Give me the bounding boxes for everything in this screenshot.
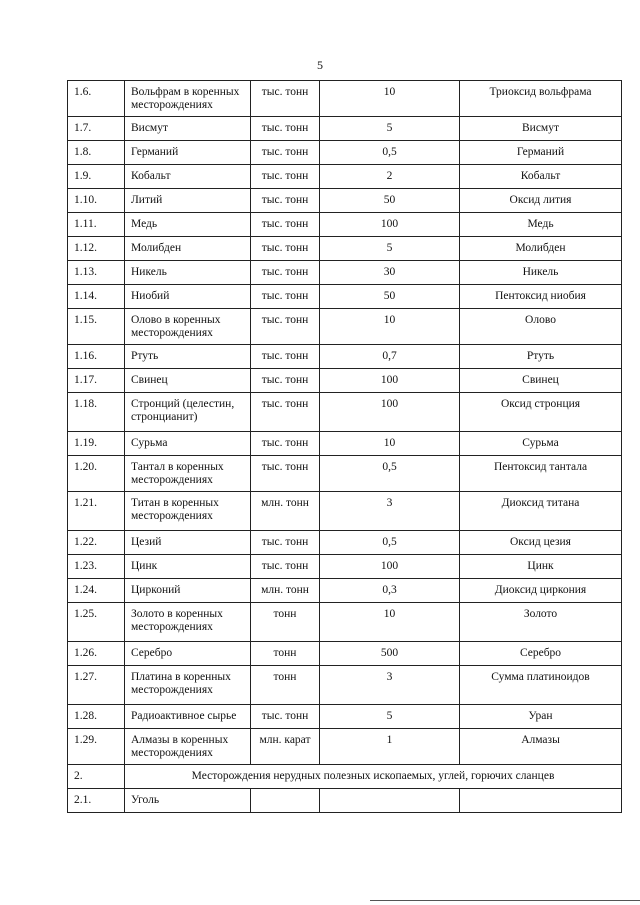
row-number: 1.16. — [68, 345, 125, 369]
table-row — [68, 213, 622, 237]
row-number: 1.12. — [68, 237, 125, 261]
mineral-name: Ниобий — [125, 285, 251, 309]
table-row — [68, 261, 622, 285]
mineral-name: Ртуть — [125, 345, 251, 369]
useful-component: Сумма платиноидов — [460, 666, 622, 705]
useful-component: Висмут — [460, 117, 622, 141]
reserve-value: 2 — [320, 165, 460, 189]
table-row — [68, 705, 622, 729]
useful-component: Оксид стронция — [460, 393, 622, 432]
reserve-value: 1 — [320, 729, 460, 765]
row-number: 1.20. — [68, 456, 125, 492]
mineral-name: Тантал в коренных месторождениях — [125, 456, 251, 492]
mineral-name: Титан в коренных месторождениях — [125, 492, 251, 531]
reserve-value: 0,7 — [320, 345, 460, 369]
row-number: 1.18. — [68, 393, 125, 432]
table-row — [68, 345, 622, 369]
table-body — [68, 81, 622, 813]
unit-of-measure: тыс. тонн — [251, 81, 320, 117]
useful-component: Диоксид титана — [460, 492, 622, 531]
useful-component: Серебро — [460, 642, 622, 666]
mineral-name: Свинец — [125, 369, 251, 393]
row-number: 1.29. — [68, 729, 125, 765]
reserve-value: 3 — [320, 492, 460, 531]
row-number: 1.23. — [68, 555, 125, 579]
unit-of-measure: тыс. тонн — [251, 309, 320, 345]
table-row — [68, 393, 622, 432]
mineral-name: Уголь — [125, 789, 251, 813]
row-number: 1.6. — [68, 81, 125, 117]
row-number: 2.1. — [68, 789, 125, 813]
reserve-value: 500 — [320, 642, 460, 666]
row-number: 1.22. — [68, 531, 125, 555]
reserve-value: 30 — [320, 261, 460, 285]
unit-of-measure: тыс. тонн — [251, 189, 320, 213]
section-number: 2. — [68, 765, 125, 789]
unit-of-measure: тыс. тонн — [251, 531, 320, 555]
unit-of-measure: тыс. тонн — [251, 165, 320, 189]
table-row — [68, 237, 622, 261]
useful-component: Медь — [460, 213, 622, 237]
section-row — [68, 765, 622, 789]
mineral-name: Платина в коренных месторождениях — [125, 666, 251, 705]
table-row — [68, 369, 622, 393]
unit-of-measure: тонн — [251, 666, 320, 705]
mineral-name: Олово в коренных месторождениях — [125, 309, 251, 345]
bottom-rule — [370, 900, 640, 901]
reserve-value: 10 — [320, 432, 460, 456]
mineral-name: Золото в коренных месторождениях — [125, 603, 251, 642]
row-number: 1.19. — [68, 432, 125, 456]
table-row — [68, 432, 622, 456]
unit-of-measure: тыс. тонн — [251, 345, 320, 369]
section-title: Месторождения нерудных полезных ископаемых, углей, горючих сланцев — [125, 765, 622, 789]
reserve-value: 5 — [320, 237, 460, 261]
useful-component: Свинец — [460, 369, 622, 393]
row-number: 1.28. — [68, 705, 125, 729]
unit-of-measure: тыс. тонн — [251, 117, 320, 141]
row-number: 1.7. — [68, 117, 125, 141]
row-number: 1.25. — [68, 603, 125, 642]
table-row — [68, 165, 622, 189]
unit-of-measure: тыс. тонн — [251, 141, 320, 165]
unit-of-measure: тыс. тонн — [251, 369, 320, 393]
reserve-value: 100 — [320, 213, 460, 237]
row-number: 1.17. — [68, 369, 125, 393]
mineral-name: Стронций (целестин, стронцианит) — [125, 393, 251, 432]
mineral-name: Цирконий — [125, 579, 251, 603]
table-row — [68, 579, 622, 603]
reserve-value: 100 — [320, 555, 460, 579]
useful-component: Германий — [460, 141, 622, 165]
unit-of-measure — [251, 789, 320, 813]
row-number: 1.26. — [68, 642, 125, 666]
mineral-name: Сурьма — [125, 432, 251, 456]
reserve-value: 50 — [320, 285, 460, 309]
reserve-value: 10 — [320, 81, 460, 117]
mineral-name: Висмут — [125, 117, 251, 141]
useful-component: Молибден — [460, 237, 622, 261]
mineral-name: Литий — [125, 189, 251, 213]
table-row — [68, 81, 622, 117]
unit-of-measure: тыс. тонн — [251, 285, 320, 309]
useful-component: Цинк — [460, 555, 622, 579]
row-number: 1.15. — [68, 309, 125, 345]
useful-component: Кобальт — [460, 165, 622, 189]
mineral-name: Молибден — [125, 237, 251, 261]
useful-component: Олово — [460, 309, 622, 345]
useful-component: Алмазы — [460, 729, 622, 765]
mineral-name: Никель — [125, 261, 251, 285]
mineral-name: Цинк — [125, 555, 251, 579]
table-row — [68, 189, 622, 213]
reserve-value: 0,5 — [320, 531, 460, 555]
useful-component: Никель — [460, 261, 622, 285]
mineral-name: Алмазы в коренных месторождениях — [125, 729, 251, 765]
unit-of-measure: тыс. тонн — [251, 705, 320, 729]
unit-of-measure: тыс. тонн — [251, 432, 320, 456]
useful-component — [460, 789, 622, 813]
reserve-value: 10 — [320, 309, 460, 345]
row-number: 1.21. — [68, 492, 125, 531]
mineral-name: Германий — [125, 141, 251, 165]
reserve-value — [320, 789, 460, 813]
mineral-name: Серебро — [125, 642, 251, 666]
useful-component: Пентоксид ниобия — [460, 285, 622, 309]
unit-of-measure: тыс. тонн — [251, 456, 320, 492]
useful-component: Золото — [460, 603, 622, 642]
table-row — [68, 492, 622, 531]
reserve-value: 0,5 — [320, 141, 460, 165]
row-number: 1.27. — [68, 666, 125, 705]
reserve-value: 5 — [320, 117, 460, 141]
useful-component: Оксид цезия — [460, 531, 622, 555]
row-number: 1.24. — [68, 579, 125, 603]
table-row — [68, 141, 622, 165]
table-row — [68, 531, 622, 555]
mineral-name: Цезий — [125, 531, 251, 555]
unit-of-measure: млн. тонн — [251, 579, 320, 603]
useful-component: Триоксид вольфрама — [460, 81, 622, 117]
unit-of-measure: тыс. тонн — [251, 237, 320, 261]
mineral-name: Радиоактивное сырье — [125, 705, 251, 729]
mineral-name: Вольфрам в коренных месторождениях — [125, 81, 251, 117]
unit-of-measure: млн. тонн — [251, 492, 320, 531]
reserve-value: 50 — [320, 189, 460, 213]
useful-component: Диоксид циркония — [460, 579, 622, 603]
reserve-value: 0,5 — [320, 456, 460, 492]
row-number: 1.14. — [68, 285, 125, 309]
table-row — [68, 555, 622, 579]
table-row — [68, 789, 622, 813]
unit-of-measure: тыс. тонн — [251, 213, 320, 237]
row-number: 1.13. — [68, 261, 125, 285]
table-row — [68, 117, 622, 141]
useful-component: Пентоксид тантала — [460, 456, 622, 492]
table-row — [68, 666, 622, 705]
useful-component: Ртуть — [460, 345, 622, 369]
table-row — [68, 309, 622, 345]
minerals-table — [67, 80, 622, 813]
reserve-value: 0,3 — [320, 579, 460, 603]
unit-of-measure: млн. карат — [251, 729, 320, 765]
useful-component: Уран — [460, 705, 622, 729]
reserve-value: 10 — [320, 603, 460, 642]
unit-of-measure: тыс. тонн — [251, 555, 320, 579]
row-number: 1.10. — [68, 189, 125, 213]
reserve-value: 100 — [320, 393, 460, 432]
row-number: 1.9. — [68, 165, 125, 189]
table-row — [68, 603, 622, 642]
row-number: 1.11. — [68, 213, 125, 237]
unit-of-measure: тыс. тонн — [251, 393, 320, 432]
useful-component: Сурьма — [460, 432, 622, 456]
table-row — [68, 729, 622, 765]
reserve-value: 3 — [320, 666, 460, 705]
unit-of-measure: тонн — [251, 642, 320, 666]
table-row — [68, 642, 622, 666]
table-row — [68, 456, 622, 492]
table-row — [68, 285, 622, 309]
useful-component: Оксид лития — [460, 189, 622, 213]
reserve-value: 100 — [320, 369, 460, 393]
mineral-name: Медь — [125, 213, 251, 237]
unit-of-measure: тонн — [251, 603, 320, 642]
reserve-value: 5 — [320, 705, 460, 729]
row-number: 1.8. — [68, 141, 125, 165]
mineral-name: Кобальт — [125, 165, 251, 189]
page-number: 5 — [317, 58, 323, 72]
unit-of-measure: тыс. тонн — [251, 261, 320, 285]
